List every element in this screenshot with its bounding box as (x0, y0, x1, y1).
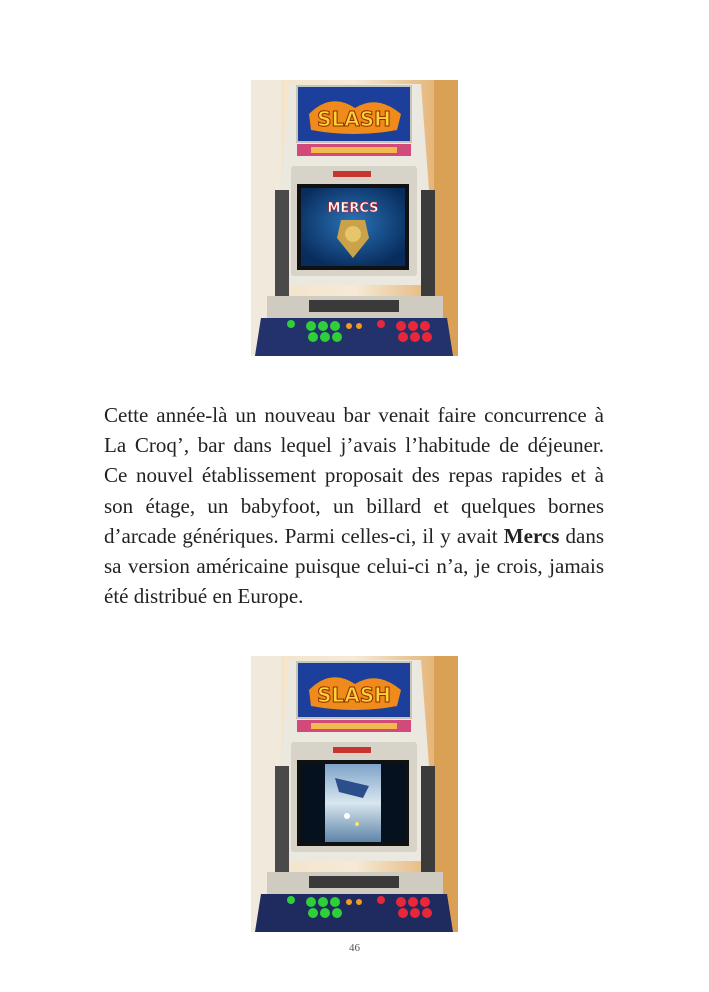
marquee-logo-text: SLASH (317, 107, 391, 131)
arcade-cabinet-photo-gameplay (251, 656, 458, 932)
game-title-bold: Mercs (503, 523, 560, 548)
arcade-cabinet-photo-mercs-title (251, 80, 458, 356)
page-number: 46 (349, 942, 360, 954)
arcade-cabinet-illustration (251, 656, 458, 932)
body-paragraph (104, 400, 604, 611)
screen-title-text: MERCS (327, 201, 379, 216)
paragraph-text-before: Cette année-là un nouveau bar venait faire concurrence à La Croq’, bar dans lequel j’avais l’habitude de déjeuner. Ce nouvel établissement proposait des repas rapides et à son étage, un babyfoot, un billard et quelques bornes d’arcade génériques. Parmi celles-ci, il y avait (104, 403, 604, 548)
marquee-logo-text: SLASH (317, 683, 391, 707)
arcade-cabinet-illustration (251, 80, 458, 356)
paragraph-text-after: dans sa version américaine puisque celui-ci n’a, je crois, jamais été distribué en Europe. (104, 523, 605, 609)
